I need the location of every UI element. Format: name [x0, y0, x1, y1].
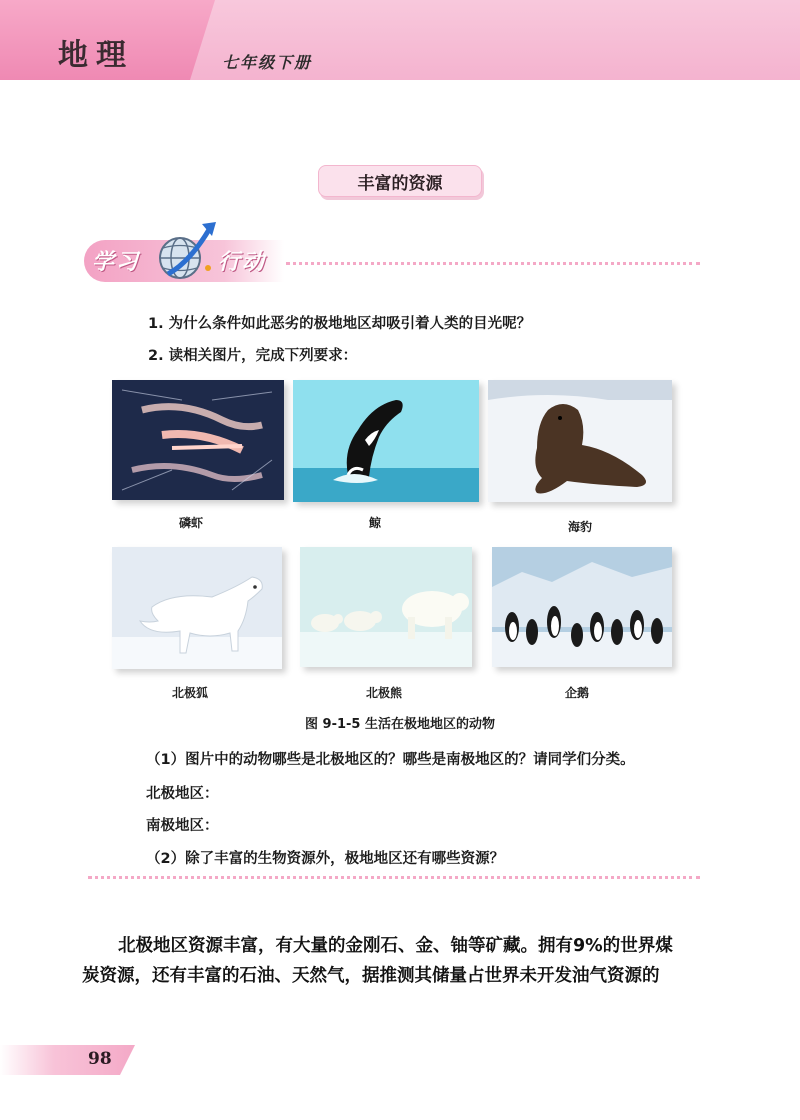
antarctic-answer-label: 南极地区： [146, 818, 219, 834]
body-paragraph-line-2: 炭资源，还有丰富的石油、天然气，据推测其储量占世界未开发油气资源的 [82, 966, 660, 986]
section-title: 丰富的资源 [357, 173, 443, 194]
body-paragraph-line-1: 北极地区资源丰富，有大量的金刚石、金、铀等矿藏。拥有9%的世界煤 [118, 936, 673, 956]
penguin-icon [492, 547, 672, 667]
banner-word-learn: 学习 [92, 250, 141, 275]
caption-polar-bear: 北极熊 [365, 686, 402, 700]
photo-whale [293, 380, 479, 502]
caption-whale: 鲸 [368, 516, 381, 530]
whale-icon [293, 380, 479, 502]
section-title-box [318, 165, 482, 197]
subject-title: 地理 [58, 38, 134, 73]
caption-krill: 磷虾 [178, 516, 203, 530]
seal-icon [488, 380, 672, 502]
page-number: 98 [88, 1049, 112, 1069]
banner-dotted-rule [286, 262, 700, 265]
footer-band [0, 1045, 135, 1075]
question-1: 1. 为什么条件如此恶劣的极地地区却吸引着人类的目光呢？ [148, 316, 532, 332]
arctic-answer-label: 北极地区： [146, 786, 219, 802]
photo-seal [488, 380, 672, 502]
arctic-fox-icon [112, 547, 282, 669]
photo-krill [112, 380, 284, 500]
caption-arctic-fox: 北极狐 [171, 686, 208, 700]
grade-label: 七年级下册 [222, 53, 313, 72]
photo-arctic-fox [112, 547, 282, 669]
task-1: （1）图片中的动物哪些是北极地区的？哪些是南极地区的？请同学们分类。 [146, 752, 635, 768]
polar-bear-icon [300, 547, 472, 667]
section-end-dotted-rule [88, 876, 700, 879]
task-2: （2）除了丰富的生物资源外，极地地区还有哪些资源？ [146, 851, 505, 867]
photo-polar-bear [300, 547, 472, 667]
caption-penguin: 企鹅 [564, 686, 589, 700]
photo-penguin [492, 547, 672, 667]
krill-icon [112, 380, 284, 500]
caption-seal: 海豹 [567, 520, 592, 534]
globe-arrow-icon [150, 218, 220, 284]
figure-caption: 图 9-1-5 生活在极地地区的动物 [305, 717, 495, 732]
question-2: 2. 读相关图片，完成下列要求： [148, 348, 358, 364]
banner-word-action: 行动 [218, 250, 267, 275]
